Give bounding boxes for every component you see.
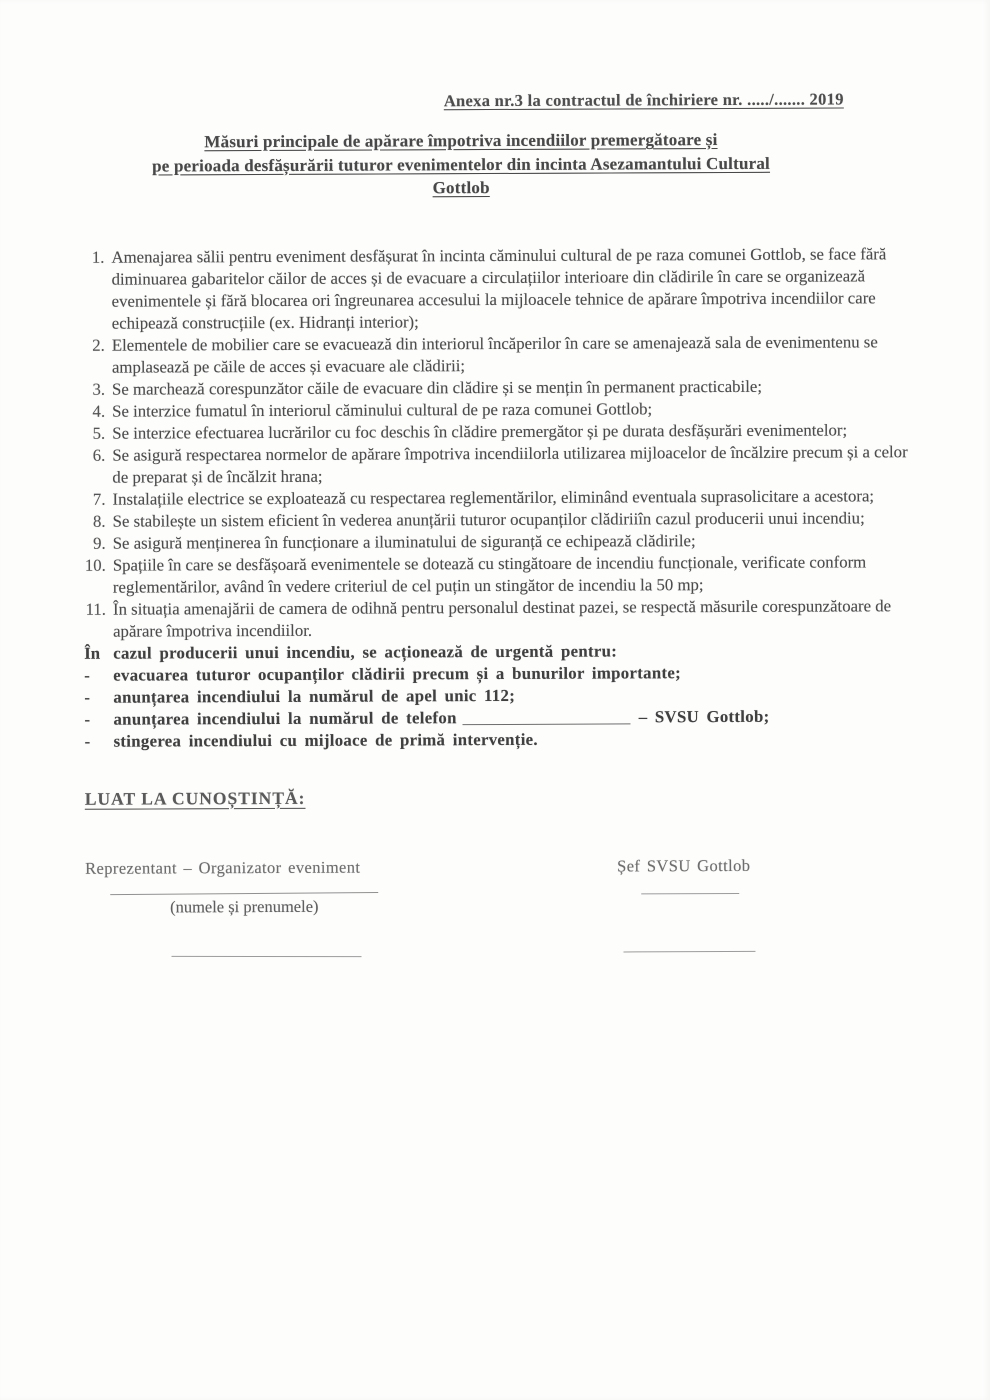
list-item-text: În situația amenajării de camera de odihnă pentru personalul destinat pazei, se respectă măsurile corespunzătoare de apărare împotriva incendiilor. xyxy=(112,595,892,641)
organizer-label: Reprezentant – Organizator eveniment xyxy=(85,857,361,878)
name-hint-label: (numele și prenumele) xyxy=(170,896,319,916)
organizer-signature-line xyxy=(172,955,362,956)
dash-marker: - xyxy=(84,709,91,729)
list-item-number: 7. xyxy=(92,489,106,509)
emergency-bullet-text: anunțarea incendiului la numărul de apel unic 112; xyxy=(113,685,516,707)
list-item-text: Se interzice efectuarea lucrărilor cu foc deschis în clădire premergător și pe durata desfășurări evenimentelor; xyxy=(112,419,848,443)
dash-marker: - xyxy=(84,687,91,707)
measures-list xyxy=(0,242,990,752)
list-item-number: 3. xyxy=(92,379,106,399)
phone-text-after: – SVSU Gottlob; xyxy=(638,706,770,726)
list-item-text: Se stabilește un sistem eficient în vederea anunțării tuturor ocupanților clădiriiîn cazul producerii unui incendiu; xyxy=(112,507,865,531)
title-line-3: Gottlob xyxy=(432,178,490,198)
emergency-lead-text: cazul producerii unui incendiu, se acționează de urgentă pentru: xyxy=(113,640,618,663)
list-item xyxy=(84,594,990,642)
list-item-number: 8. xyxy=(92,511,106,531)
list-item xyxy=(83,440,990,488)
list-item-text: Se asigură respectarea normelor de apărare împotriva incendiilorla utilizarea mijloacelor de încălzire precum și a celor de preparat și de încălzit hrana; xyxy=(112,441,908,487)
acknowledgement-heading: LUAT LA CUNOȘTINȚĂ: xyxy=(84,787,306,809)
list-item xyxy=(82,242,989,334)
list-item-number: 5. xyxy=(92,423,106,443)
list-item-text: Se interzice fumatul în interiorul căminului cultural de pe raza comunei Gottlob; xyxy=(112,398,653,421)
list-item-number: 1. xyxy=(91,247,105,267)
list-item-number: 2. xyxy=(92,335,105,355)
dash-marker: - xyxy=(84,731,91,751)
title-line-2: pe perioada desfășurării tuturor evenimentelor din incinta Asezamantului Cultural xyxy=(152,153,770,175)
signature-section xyxy=(2,854,990,957)
list-item-text: Amenajarea sălii pentru eveniment desfășurat în incinta căminului cultural de pe raza comunei Gottlob, se face fără diminuarea gabaritelor căilor de acces și de evacuare a circulațiilor interioare din clădirile în care se organizează evenimentele și fără blocarea ori îngreunarea accesului la mijloacele tehnice de apărare împotriva incendiilor care echipează construcțiile (ex. Hidranți interior); xyxy=(111,243,887,333)
emergency-bullet xyxy=(85,726,990,752)
annex-reference: Anexa nr.3 la contractul de închiriere nr. ...../....... 2019 xyxy=(443,89,844,111)
phone-blank-line xyxy=(463,722,631,725)
signature-left-column xyxy=(85,856,545,957)
list-item xyxy=(83,330,990,378)
document-title xyxy=(0,127,989,202)
list-item-number: 11. xyxy=(85,599,107,619)
list-item-number: 10. xyxy=(84,555,106,575)
list-item-text: Se asigură menținerea în funcționare a iluminatului de siguranță ce echipează clădirile; xyxy=(112,530,696,553)
annex-reference-row xyxy=(0,0,989,113)
list-item-text: Elementele de mobilier care se evacuează din interiorul încăperilor în care se amenajează sala de evenimentenu se amplasează pe căile de acces și evacuare ale clădirii; xyxy=(111,331,878,377)
list-item-number: 6. xyxy=(92,445,106,465)
dash-marker: - xyxy=(84,665,90,685)
name-fill-line xyxy=(110,892,378,895)
svsu-chief-label: Șef SVSU Gottlob xyxy=(617,855,751,875)
emergency-bullet-text: stingerea incendiului cu mijloace de primă intervenție. xyxy=(113,729,538,751)
title-line-1: Măsuri principale de apărare împotriva incendiilor premergătoare și xyxy=(204,130,718,152)
list-item-text: Instalațiile electrice se exploatează cu respectarea reglementărilor, eliminând eventuala suprasolicitare a acestora; xyxy=(112,485,875,509)
signature-right-column xyxy=(617,855,755,955)
emergency-lead-marker: În xyxy=(84,643,101,663)
list-item xyxy=(84,550,990,598)
svsu-signature-line xyxy=(623,950,755,952)
list-item-number: 9. xyxy=(93,533,106,553)
list-item-number: 4. xyxy=(92,401,106,421)
list-item-text: Spațiile în care se desfășoară evenimentele se dotează cu stingătoare de incendiu funcționale, verificate conform reglementărilor, având în vedere criteriul de cel puțin un stingător de incendiu la 50 mp; xyxy=(112,551,867,597)
phone-text-before: anunțarea incendiului la numărul de telefon xyxy=(113,707,457,729)
list-item-text: Se marchează corespunzător căile de evacuare din clădire și se mențin în permanent practicabile; xyxy=(111,376,763,399)
emergency-bullet-text: evacuarea tuturor ocupanților clădirii precum și a bunurilor importante; xyxy=(113,662,681,685)
svsu-fill-line xyxy=(641,892,739,893)
